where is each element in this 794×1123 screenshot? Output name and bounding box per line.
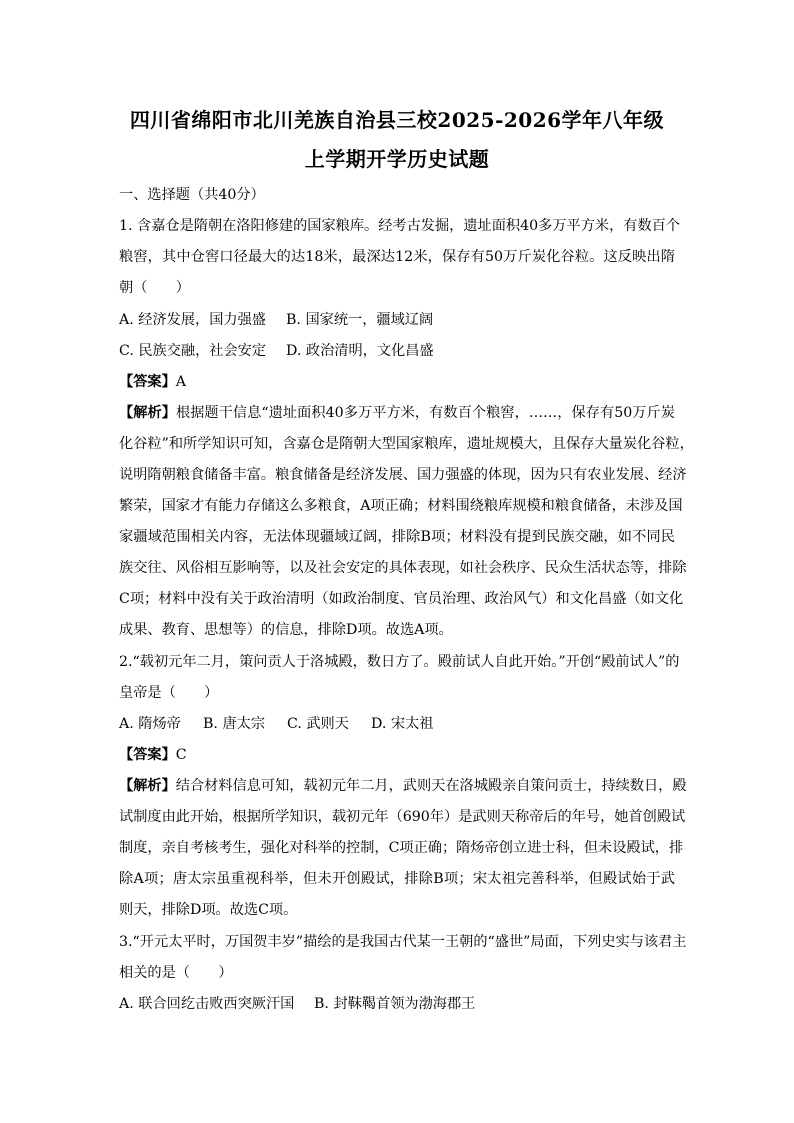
question-2-option-b: B. 唐太宗 bbox=[203, 716, 266, 732]
question-1-analysis-line-4: 繁荣，国家才有能力存储这么多粮食，A项正确；材料围绕粮库规模和粮食储备，未涉及国 bbox=[119, 498, 683, 514]
question-1-option-d: D. 政治清明，文化昌盛 bbox=[286, 343, 434, 359]
question-2-analysis-line-2: 试制度由此开始，根据所学知识，载初元年（690年）是武则天称帝后的年号，她首创殿试 bbox=[119, 809, 686, 825]
question-2-analysis-line-3: 制度，亲自考核考生，强化对科举的控制，C项正确；隋炀帝创立进士科，但未设殿试，排 bbox=[119, 840, 684, 856]
question-2-stem-line-1: 2.“载初元年二月，策问贡人于洛城殿，数日方了。殿前试人自此开始。”开创“殿前试人”的 bbox=[119, 654, 680, 670]
question-2-analysis-first: 结合材料信息可知，载初元年二月，武则天在洛城殿亲自策问贡士，持续数日，殿 bbox=[175, 778, 687, 794]
question-1-analysis-line-2: 化谷粒”和所学知识可知，含嘉仓是隋朝大型国家粮库，遗址规模大，且保存大量炭化谷粒， bbox=[119, 436, 694, 452]
question-3-option-b: B. 封靺鞨首领为渤海郡王 bbox=[314, 996, 476, 1012]
question-1-analysis-line-7: C项；材料中没有关于政治清明（如政治制度、官员治理、政治风气）和文化昌盛（如文化 bbox=[119, 591, 684, 607]
question-1-option-c: C. 民族交融，社会安定 bbox=[119, 343, 267, 359]
question-2-analysis-line-5: 则天，排除D项。故选C项。 bbox=[119, 902, 298, 918]
question-1-options-row-1 bbox=[119, 310, 433, 330]
section-heading: 一、选择题（共40分） bbox=[119, 187, 265, 203]
question-1-analysis-first: 根据题干信息“遗址面积40多万平方米，有数百个粮窖，……，保存有50万斤炭 bbox=[175, 405, 675, 421]
question-1-stem-line-3: 朝（ ） bbox=[119, 280, 190, 296]
question-1-analysis-line-6: 族交往、风俗相互影响等，以及社会安定的具体表现，如社会秩序、民众生活状态等，排除 bbox=[119, 560, 687, 576]
question-1-option-b: B. 国家统一，疆域辽阔 bbox=[286, 312, 434, 328]
question-1-analysis-line-3: 说明隋朝粮食储备丰富。粮食储备是经济发展、国力强盛的体现，因为只有农业发展、经济 bbox=[119, 467, 687, 483]
question-1-options-row-2 bbox=[119, 341, 434, 361]
question-3-option-a: A. 联合回纥击败西突厥汗国 bbox=[119, 996, 295, 1012]
question-2-answer bbox=[119, 745, 187, 765]
analysis-label: 【解析】 bbox=[119, 778, 176, 794]
answer-label: 【答案】 bbox=[119, 374, 176, 390]
question-2-option-d: D. 宋太祖 bbox=[371, 716, 434, 732]
question-2-option-a: A. 隋炀帝 bbox=[119, 716, 181, 732]
question-3-stem-line-2: 相关的是（ ） bbox=[119, 965, 233, 981]
analysis-label: 【解析】 bbox=[119, 405, 176, 421]
question-1-option-a: A. 经济发展，国力强盛 bbox=[119, 312, 266, 328]
answer-label: 【答案】 bbox=[119, 747, 176, 763]
document-title-line-1: 四川省绵阳市北川羌族自治县三校2025-2026学年八年级 bbox=[129, 108, 665, 132]
question-1-stem-line-2: 粮窖，其中仓窖口径最大的达18米，最深达12米，保存有50万斤炭化谷粒。这反映出隋 bbox=[119, 249, 675, 265]
question-3-stem-line-1: 3.“开元太平时，万国贺丰岁”描绘的是我国古代某一王朝的“盛世”局面，下列史实与该君主 bbox=[119, 934, 687, 950]
question-1-analysis-line-8: 成果、教育、思想等）的信息，排除D项。故选A项。 bbox=[119, 622, 453, 638]
document-title-line-2: 上学期开学历史试题 bbox=[304, 147, 490, 171]
question-1-analysis-line-1 bbox=[119, 403, 675, 423]
question-1-answer-value: A bbox=[175, 374, 187, 390]
question-1-analysis-line-5: 家疆域范围相关内容，无法体现疆域辽阔，排除B项；材料没有提到民族交融，如不同民 bbox=[119, 529, 675, 545]
question-2-option-c: C. 武则天 bbox=[287, 716, 349, 732]
question-2-stem-line-2: 皇帝是（ ） bbox=[119, 685, 219, 701]
question-1-stem-line-1: 1. 含嘉仓是隋朝在洛阳修建的国家粮库。经考古发掘，遗址面积40多万平方米，有数百个 bbox=[119, 218, 681, 234]
question-2-options-row bbox=[119, 714, 433, 734]
question-3-options-row-1 bbox=[119, 994, 475, 1014]
question-2-answer-value: C bbox=[175, 747, 187, 763]
question-1-answer bbox=[119, 372, 186, 392]
question-2-analysis-line-4: 除A项；唐太宗虽重视科举，但未开创殿试，排除B项；宋太祖完善科举，但殿试始于武 bbox=[119, 871, 675, 887]
question-2-analysis-line-1 bbox=[119, 776, 687, 796]
